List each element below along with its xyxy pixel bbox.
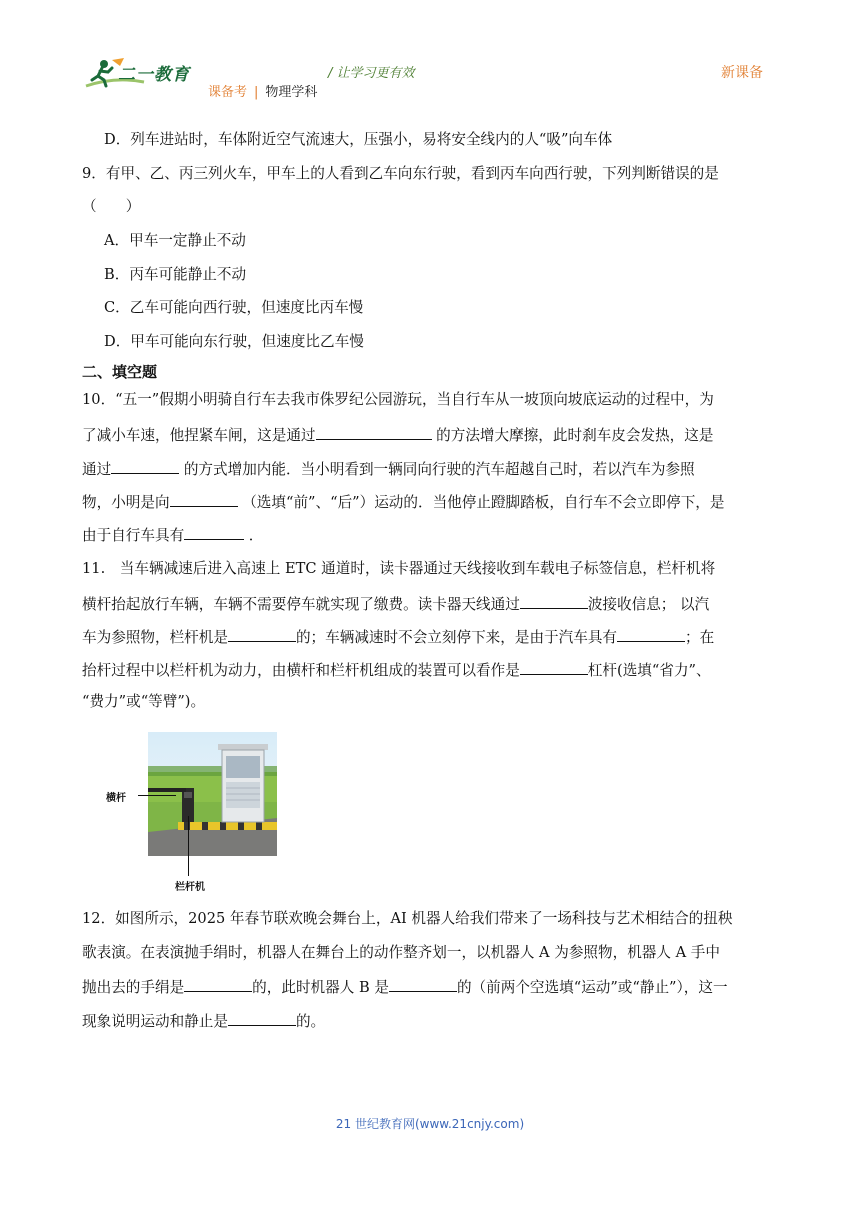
q12-line3-text-c: 的（前两个空选填“运动”或“静止”），这一 [456, 979, 728, 996]
q10-line3 [82, 458, 695, 480]
q10-line2-text-a: 了减小车速，他捏紧车闸，这是通过 [82, 427, 316, 444]
q9-option-b: B．丙车可能静止不动 [104, 266, 247, 283]
q12-line3-text-a: 抛出去的手绢是 [82, 979, 185, 996]
header-separator: | [254, 85, 259, 100]
q11-line3-text-a: 车为参照物，栏杆机是 [82, 629, 228, 646]
header-subject-line [208, 81, 317, 100]
section-title: 二、填空题 [82, 363, 158, 381]
q11-line3-text-c: ；在 [685, 629, 715, 646]
q11-line4-text-a: 抬杆过程中以栏杆机为动力，由横杆和栏杆机组成的装置可以看作是 [82, 662, 520, 679]
header-subject: 物理学科 [265, 85, 318, 100]
logo-text: 二一教育 [118, 65, 190, 85]
q11-blank-4[interactable] [520, 659, 588, 675]
q10-line2 [82, 424, 713, 446]
q11-line4 [82, 659, 711, 681]
header-new-course: 新课备 [721, 65, 763, 81]
q10-line4-text-a: 物，小明是向 [82, 494, 170, 511]
q10-line5 [82, 524, 263, 546]
q10-blank-2[interactable] [111, 458, 179, 474]
figure-leader-bar [138, 795, 176, 796]
q10-line4-text-b: （选填“前”、“后”）运动的．当他停止蹬脚踏板，自行车不会立即停下，是 [237, 494, 725, 511]
q9-option-a: A．甲车一定静止不动 [104, 232, 246, 249]
q11-line2 [82, 593, 709, 615]
q10-line5-text-a: 由于自行车具有 [82, 527, 185, 544]
header-slogan: / 让学习更有效 [328, 66, 415, 81]
page-footer: 21 世纪教育网(www.21cnjy.com) [335, 1117, 525, 1131]
q10-line2-text-b: 的方法增大摩擦，此时刹车皮会发热，这是 [431, 427, 714, 444]
q11-line4-text-b: 杠杆(选填“省力”、 [587, 662, 711, 679]
q11-line5: “费力”或“等臂”)。 [82, 693, 206, 710]
header-prep-label: 课备考 [208, 85, 248, 100]
q12-line4 [82, 1010, 325, 1032]
q11-line1: 11. 当车辆减速后进入高速上 ETC 通道时，读卡器通过天线接收到车载电子标签信息，栏杆机将 [82, 560, 716, 577]
q11-blank-2[interactable] [228, 626, 296, 642]
q12-blank-2[interactable] [389, 976, 457, 992]
q10-blank-1[interactable] [316, 424, 432, 440]
q10-line4 [82, 491, 724, 513]
q9-option-c: C．乙车可能向西行驶，但速度比丙车慢 [104, 299, 364, 316]
q12-line1: 12．如图所示，2025 年春节联欢晚会舞台上，AI 机器人给我们带来了一场科技与艺术相结合的扭秧 [82, 910, 733, 927]
q12-blank-3[interactable] [228, 1010, 296, 1026]
q10-blank-3[interactable] [170, 491, 238, 507]
q11-blank-1[interactable] [520, 593, 588, 609]
q10-line3-text-a: 通过 [82, 461, 112, 478]
q9-stem: 9．有甲、乙、丙三列火车，甲车上的人看到乙车向东行驶，看到丙车向西行驶，下列判断错误的是 [82, 165, 719, 182]
q12-line4-text-b: 的。 [295, 1013, 326, 1030]
toll-gate-figure [148, 732, 277, 856]
q11-line2-text-b: 波接收信息； 以汽 [587, 596, 710, 613]
q9-option-d: D．甲车可能向东行驶，但速度比乙车慢 [104, 333, 364, 350]
q12-line2: 歌表演。在表演抛手绢时，机器人在舞台上的动作整齐划一，以机器人 A 为参照物，机器人 A 手中 [82, 944, 720, 961]
toll-gate-illustration [148, 732, 277, 856]
q11-line3-text-b: 的；车辆减速时不会立刻停下来，是由于汽车具有 [295, 629, 618, 646]
q10-line1: 10．“五一”假期小明骑自行车去我市侏罗纪公园游玩，当自行车从一坡顶向坡底运动的过程中，为 [82, 391, 714, 408]
figure-label-bar: 横杆 [106, 793, 126, 804]
q10-blank-4[interactable] [184, 524, 244, 540]
figure-label-machine: 栏杆机 [175, 882, 205, 893]
figure-leader-machine [188, 816, 189, 876]
q10-line3-text-b: 的方式增加内能．当小明看到一辆同向行驶的汽车超越自己时，若以汽车为参照 [179, 461, 695, 478]
q9-paren: （ ） [82, 198, 141, 215]
q11-line3 [82, 626, 714, 648]
q12-blank-1[interactable] [184, 976, 252, 992]
q11-line2-text-a: 横杆抬起放行车辆，车辆不需要停车就实现了缴费。读卡器天线通过 [82, 596, 520, 613]
q10-line5-text-b: ． [244, 527, 264, 544]
q12-line3 [82, 976, 728, 998]
q12-line4-text-a: 现象说明运动和静止是 [82, 1013, 228, 1030]
q8-option-d: D．列车进站时，车体附近空气流速大，压强小，易将安全线内的人“吸”向车体 [104, 131, 613, 148]
q11-blank-3[interactable] [617, 626, 685, 642]
q12-line3-text-b: 的，此时机器人 B 是 [252, 979, 389, 996]
